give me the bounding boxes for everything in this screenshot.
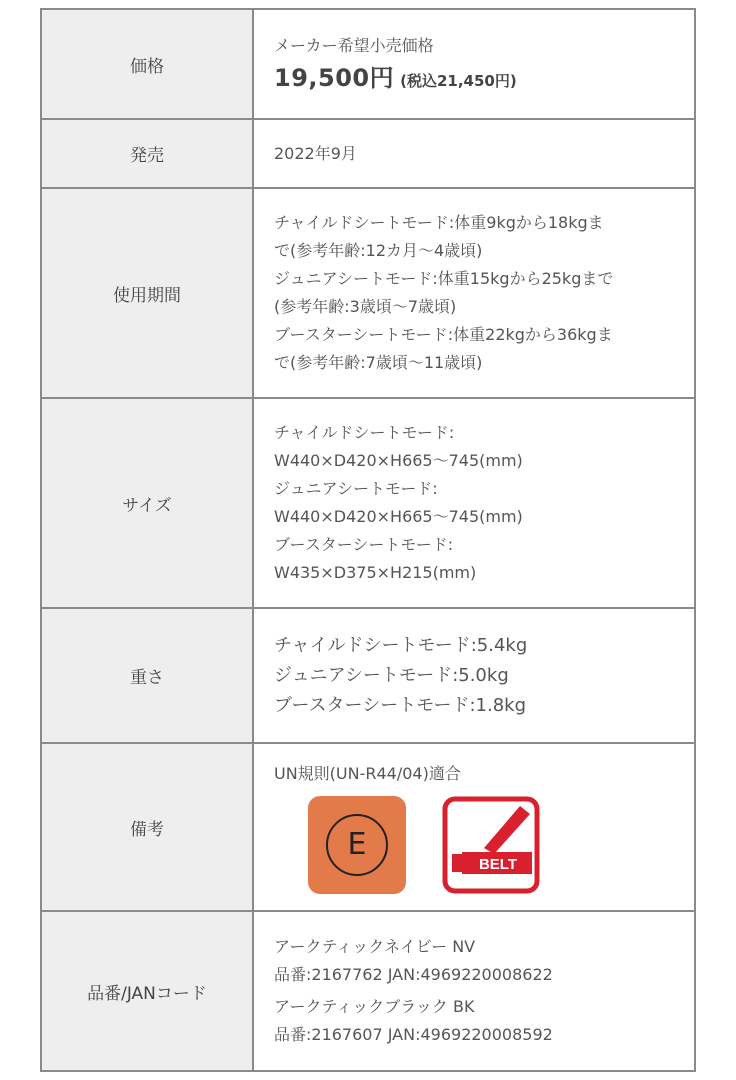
row-price xyxy=(41,9,695,119)
usage-line: で(参考年齢:12カ月〜4歳頃) xyxy=(274,241,483,260)
usage-line: (参考年齢:3歳頃〜7歳頃) xyxy=(274,297,457,316)
e-mark-letter: E xyxy=(326,814,388,876)
price-amount: 19,500円 xyxy=(274,63,395,92)
size-line: チャイルドシートモード: xyxy=(274,423,455,442)
size-line: W440×D420×H665〜745(mm) xyxy=(274,451,523,470)
price-note: メーカー希望小売価格 xyxy=(274,35,434,55)
usage-line: ジュニアシートモード:体重15kgから25kgまで xyxy=(274,269,614,288)
size-line: W435×D375×H215(mm) xyxy=(274,563,477,582)
row-usage-period xyxy=(41,188,695,398)
product-code-value xyxy=(253,911,695,1071)
weight-value xyxy=(253,608,695,743)
regulation-text: UN規則(UN-R44/04)適合 xyxy=(274,764,461,783)
weight-label: 重さ xyxy=(41,608,253,743)
notes-value xyxy=(253,743,695,911)
size-line: ジュニアシートモード: xyxy=(274,479,438,498)
price-tax-included: (税込21,450円) xyxy=(400,71,517,90)
product-line: 品番:2167762 JAN:4969220008622 xyxy=(274,965,553,984)
usage-line: チャイルドシートモード:体重9kgから18kgま xyxy=(274,213,604,232)
size-line: W440×D420×H665〜745(mm) xyxy=(274,507,523,526)
weight-line: チャイルドシートモード:5.4kg xyxy=(274,634,528,656)
product-line: 品番:2167607 JAN:4969220008592 xyxy=(274,1025,553,1044)
product-line: アークティックブラック BK xyxy=(274,997,475,1016)
weight-line: ジュニアシートモード:5.0kg xyxy=(274,664,509,686)
row-release xyxy=(41,119,695,188)
belt-installation-icon xyxy=(442,796,540,894)
belt-text: BELT xyxy=(478,856,518,873)
price-line xyxy=(274,64,676,95)
usage-period-value xyxy=(253,188,695,398)
spec-table xyxy=(40,8,696,1072)
size-label: サイズ xyxy=(41,398,253,608)
release-label: 発売 xyxy=(41,119,253,188)
row-size xyxy=(41,398,695,608)
product-line: アークティックネイビー NV xyxy=(274,937,476,956)
certification-icons xyxy=(308,796,676,894)
notes-label: 備考 xyxy=(41,743,253,911)
row-product-code xyxy=(41,911,695,1071)
price-label: 価格 xyxy=(41,9,253,119)
size-value xyxy=(253,398,695,608)
row-notes xyxy=(41,743,695,911)
usage-period-label: 使用期間 xyxy=(41,188,253,398)
release-value: 2022年9月 xyxy=(253,119,695,188)
weight-line: ブースターシートモード:1.8kg xyxy=(274,694,527,716)
price-value xyxy=(253,9,695,119)
size-line: ブースターシートモード: xyxy=(274,535,454,554)
usage-line: ブースターシートモード:体重22kgから36kgま xyxy=(274,325,613,344)
product-code-label: 品番/JANコード xyxy=(41,911,253,1071)
e-mark-icon xyxy=(308,796,406,894)
usage-line: で(参考年齢:7歳頃〜11歳頃) xyxy=(274,353,483,372)
row-weight xyxy=(41,608,695,743)
